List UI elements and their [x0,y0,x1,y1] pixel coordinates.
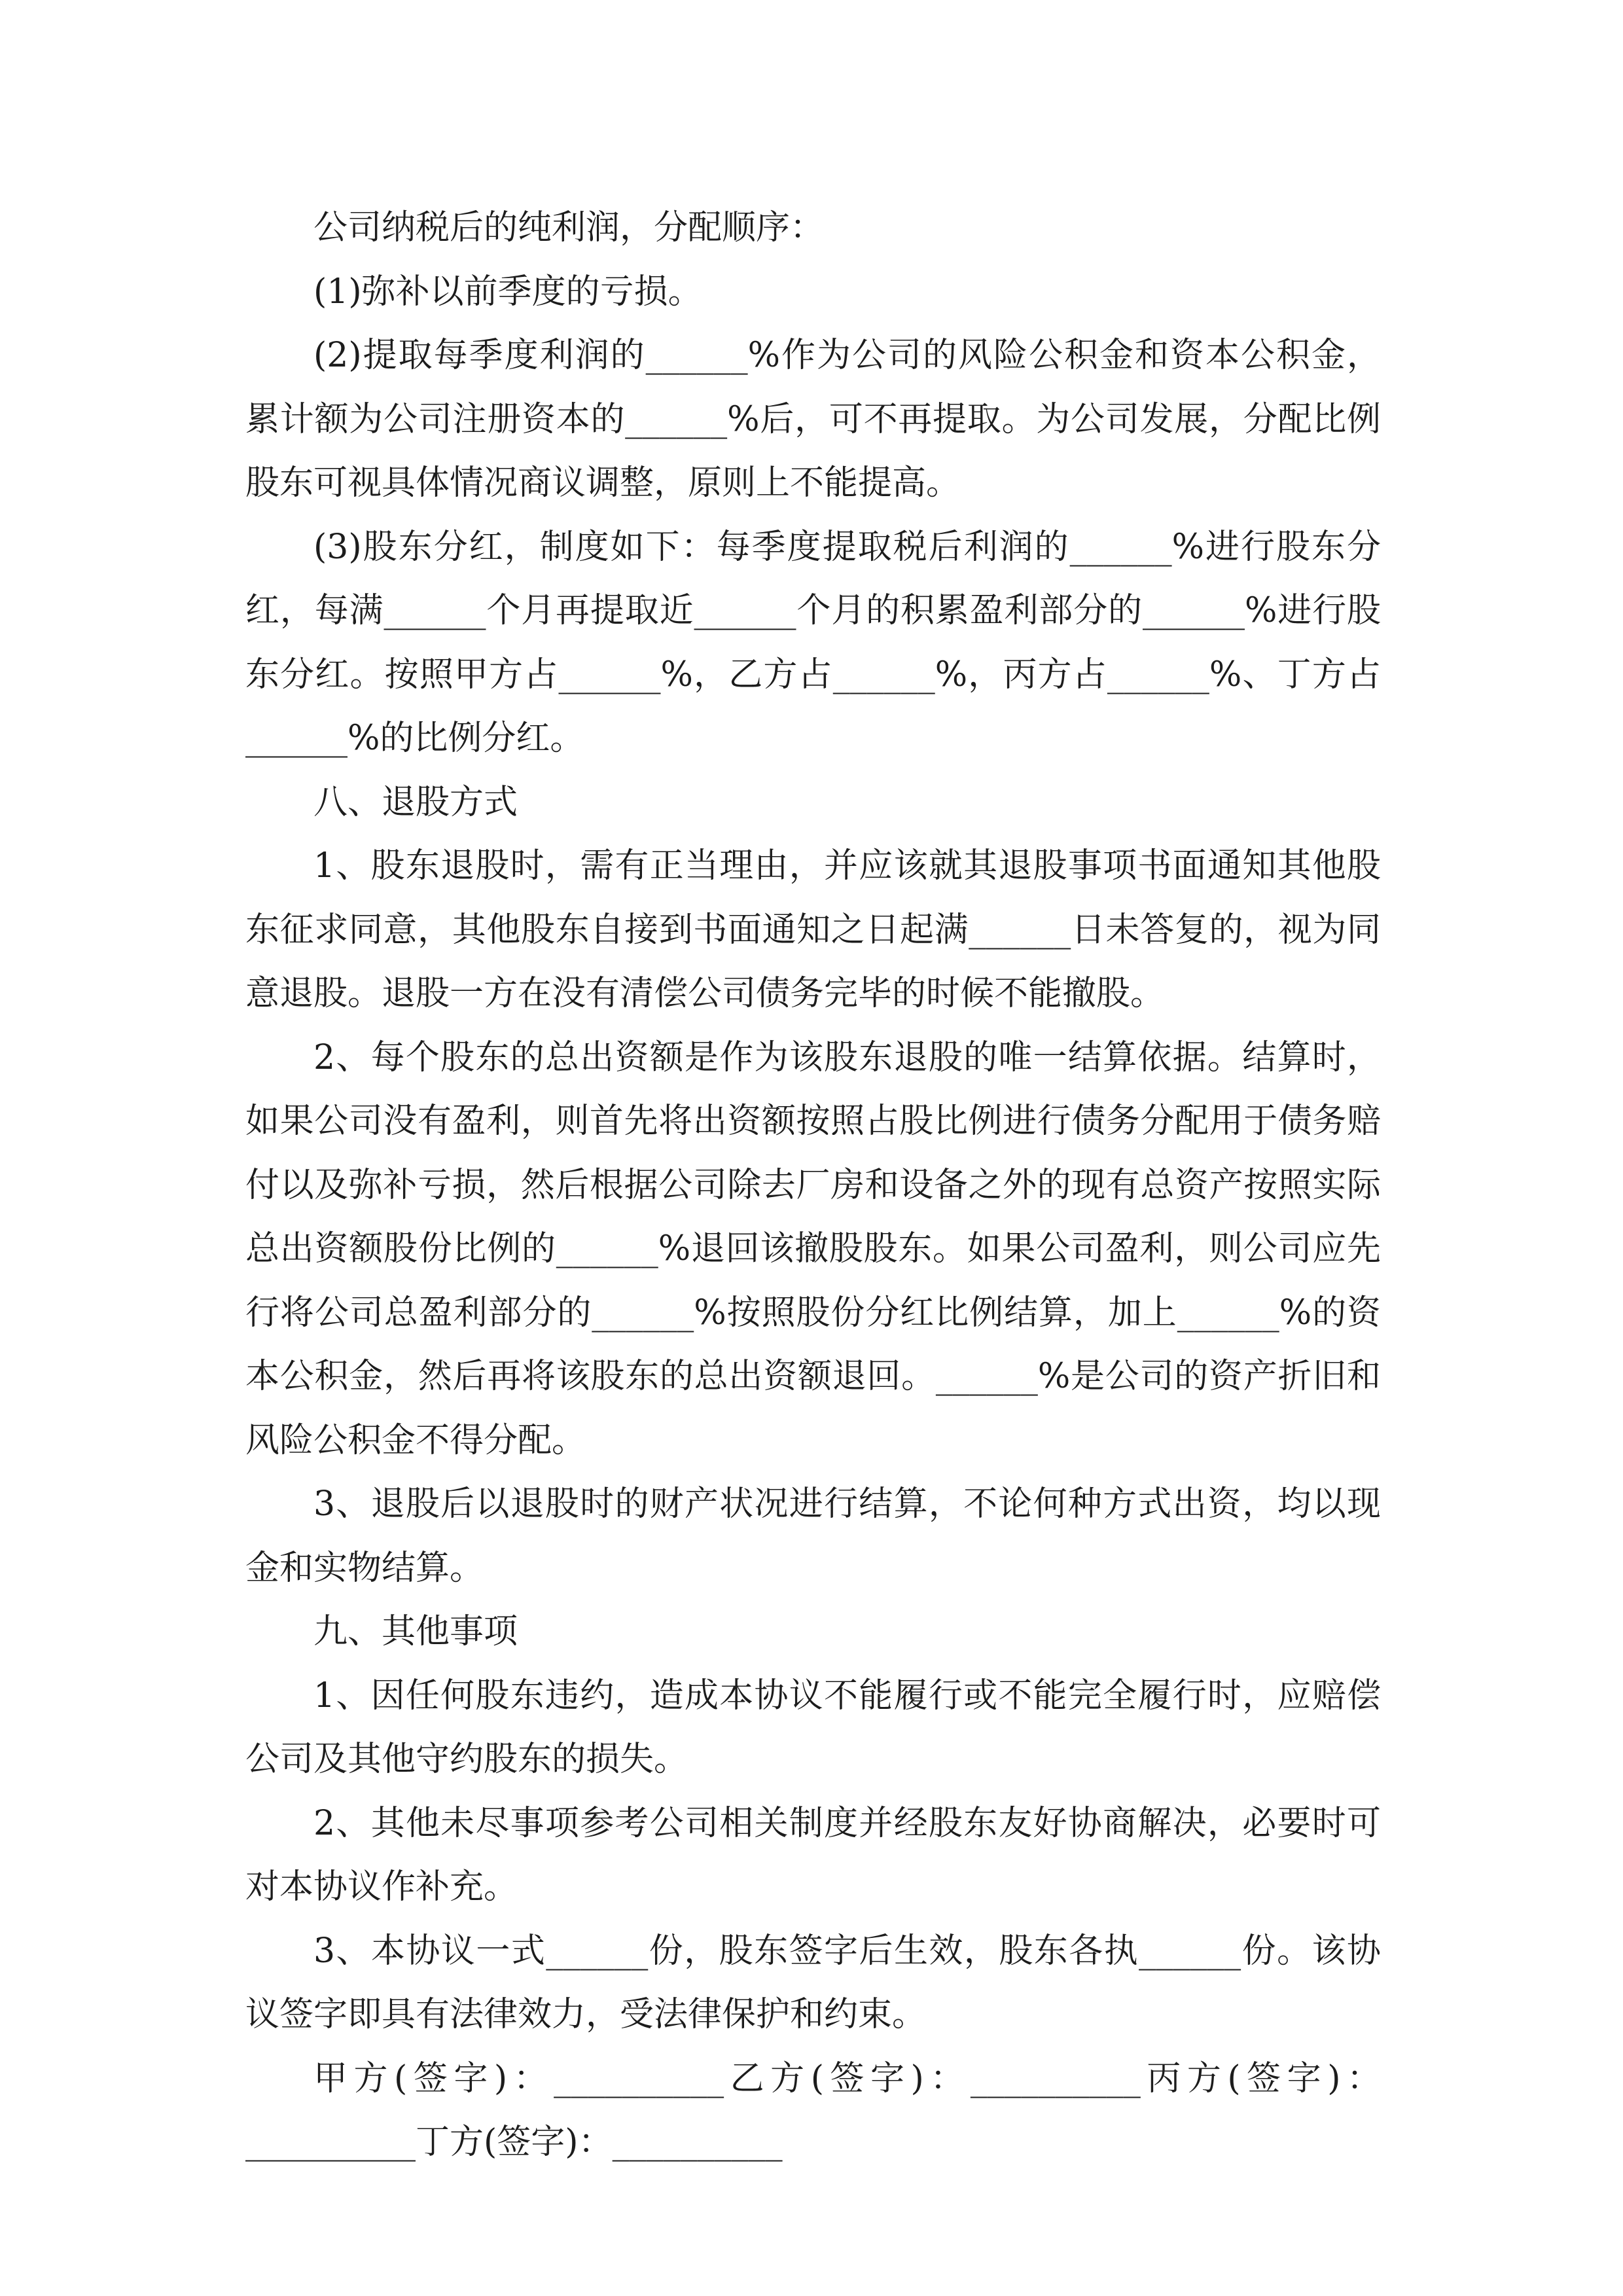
paragraph-other-clause-2: 2、其他未尽事项参考公司相关制度并经股东友好协商解决，必要时可对本协议作补充。 [245,1803,1381,1907]
paragraph-item-1-loss-compensation: (1)弥补以前季度的亏损。 [313,272,702,312]
signature-line: 甲方(签字)：__________乙方(签字)：__________丙方(签字)：__________丁方(签字)：__________ [245,2058,1381,2162]
paragraph-profit-distribution-intro: 公司纳税后的纯利润，分配顺序： [313,208,825,247]
paragraph-withdrawal-clause-1: 1、股东退股时，需有正当理由，并应该就其退股事项书面通知其他股东征求同意，其他股东自接到书面通知之日起满______日未答复的，视为同意退股。退股一方在没有清偿公司债务完毕的时候不能撤股。 [245,846,1381,1013]
paragraph-withdrawal-clause-3: 3、退股后以退股时的财产状况进行结算，不论何种方式出资，均以现金和实物结算。 [245,1484,1381,1588]
section-heading-withdrawal: 八、退股方式 [313,782,518,822]
document-body [245,196,1381,2175]
paragraph-other-clause-1: 1、因任何股东违约，造成本协议不能履行或不能完全履行时，应赔偿公司及其他守约股东的损失。 [245,1676,1381,1779]
paragraph-item-2-reserve-fund: (2)提取每季度利润的______%作为公司的风险公积金和资本公积金，累计额为公司注册资本的______%后，可不再提取。为公司发展，分配比例股东可视具体情况商议调整，原则上不能提高。 [245,336,1381,503]
section-heading-other-matters: 九、其他事项 [313,1612,518,1651]
paragraph-item-3-dividends: (3)股东分红，制度如下：每季度提取税后利润的______%进行股东分红，每满______个月再提取近______个月的积累盈利部分的______%进行股东分红。按照甲方占______%，乙方占______%，丙方占______%、丁方占______%的比例分红。 [245,527,1381,758]
paragraph-withdrawal-clause-2: 2、每个股东的总出资额是作为该股东退股的唯一结算依据。结算时，如果公司没有盈利，则首先将出资额按照占股比例进行债务分配用于债务赔付以及弥补亏损，然后根据公司除去厂房和设备之外的现有总资产按照实际总出资额股份比例的______%退回该撤股股东。如果公司盈利，则公司应先行将公司总盈利部分的______%按照股份分红比例结算，加上______%的资本公积金，然后再将该股东的总出资额退回。______%是公司的资产折旧和风险公积金不得分配。 [245,1037,1381,1460]
paragraph-other-clause-3: 3、本协议一式______份，股东签字后生效，股东各执______份。该协议签字即具有法律效力，受法律保护和约束。 [245,1931,1381,2034]
